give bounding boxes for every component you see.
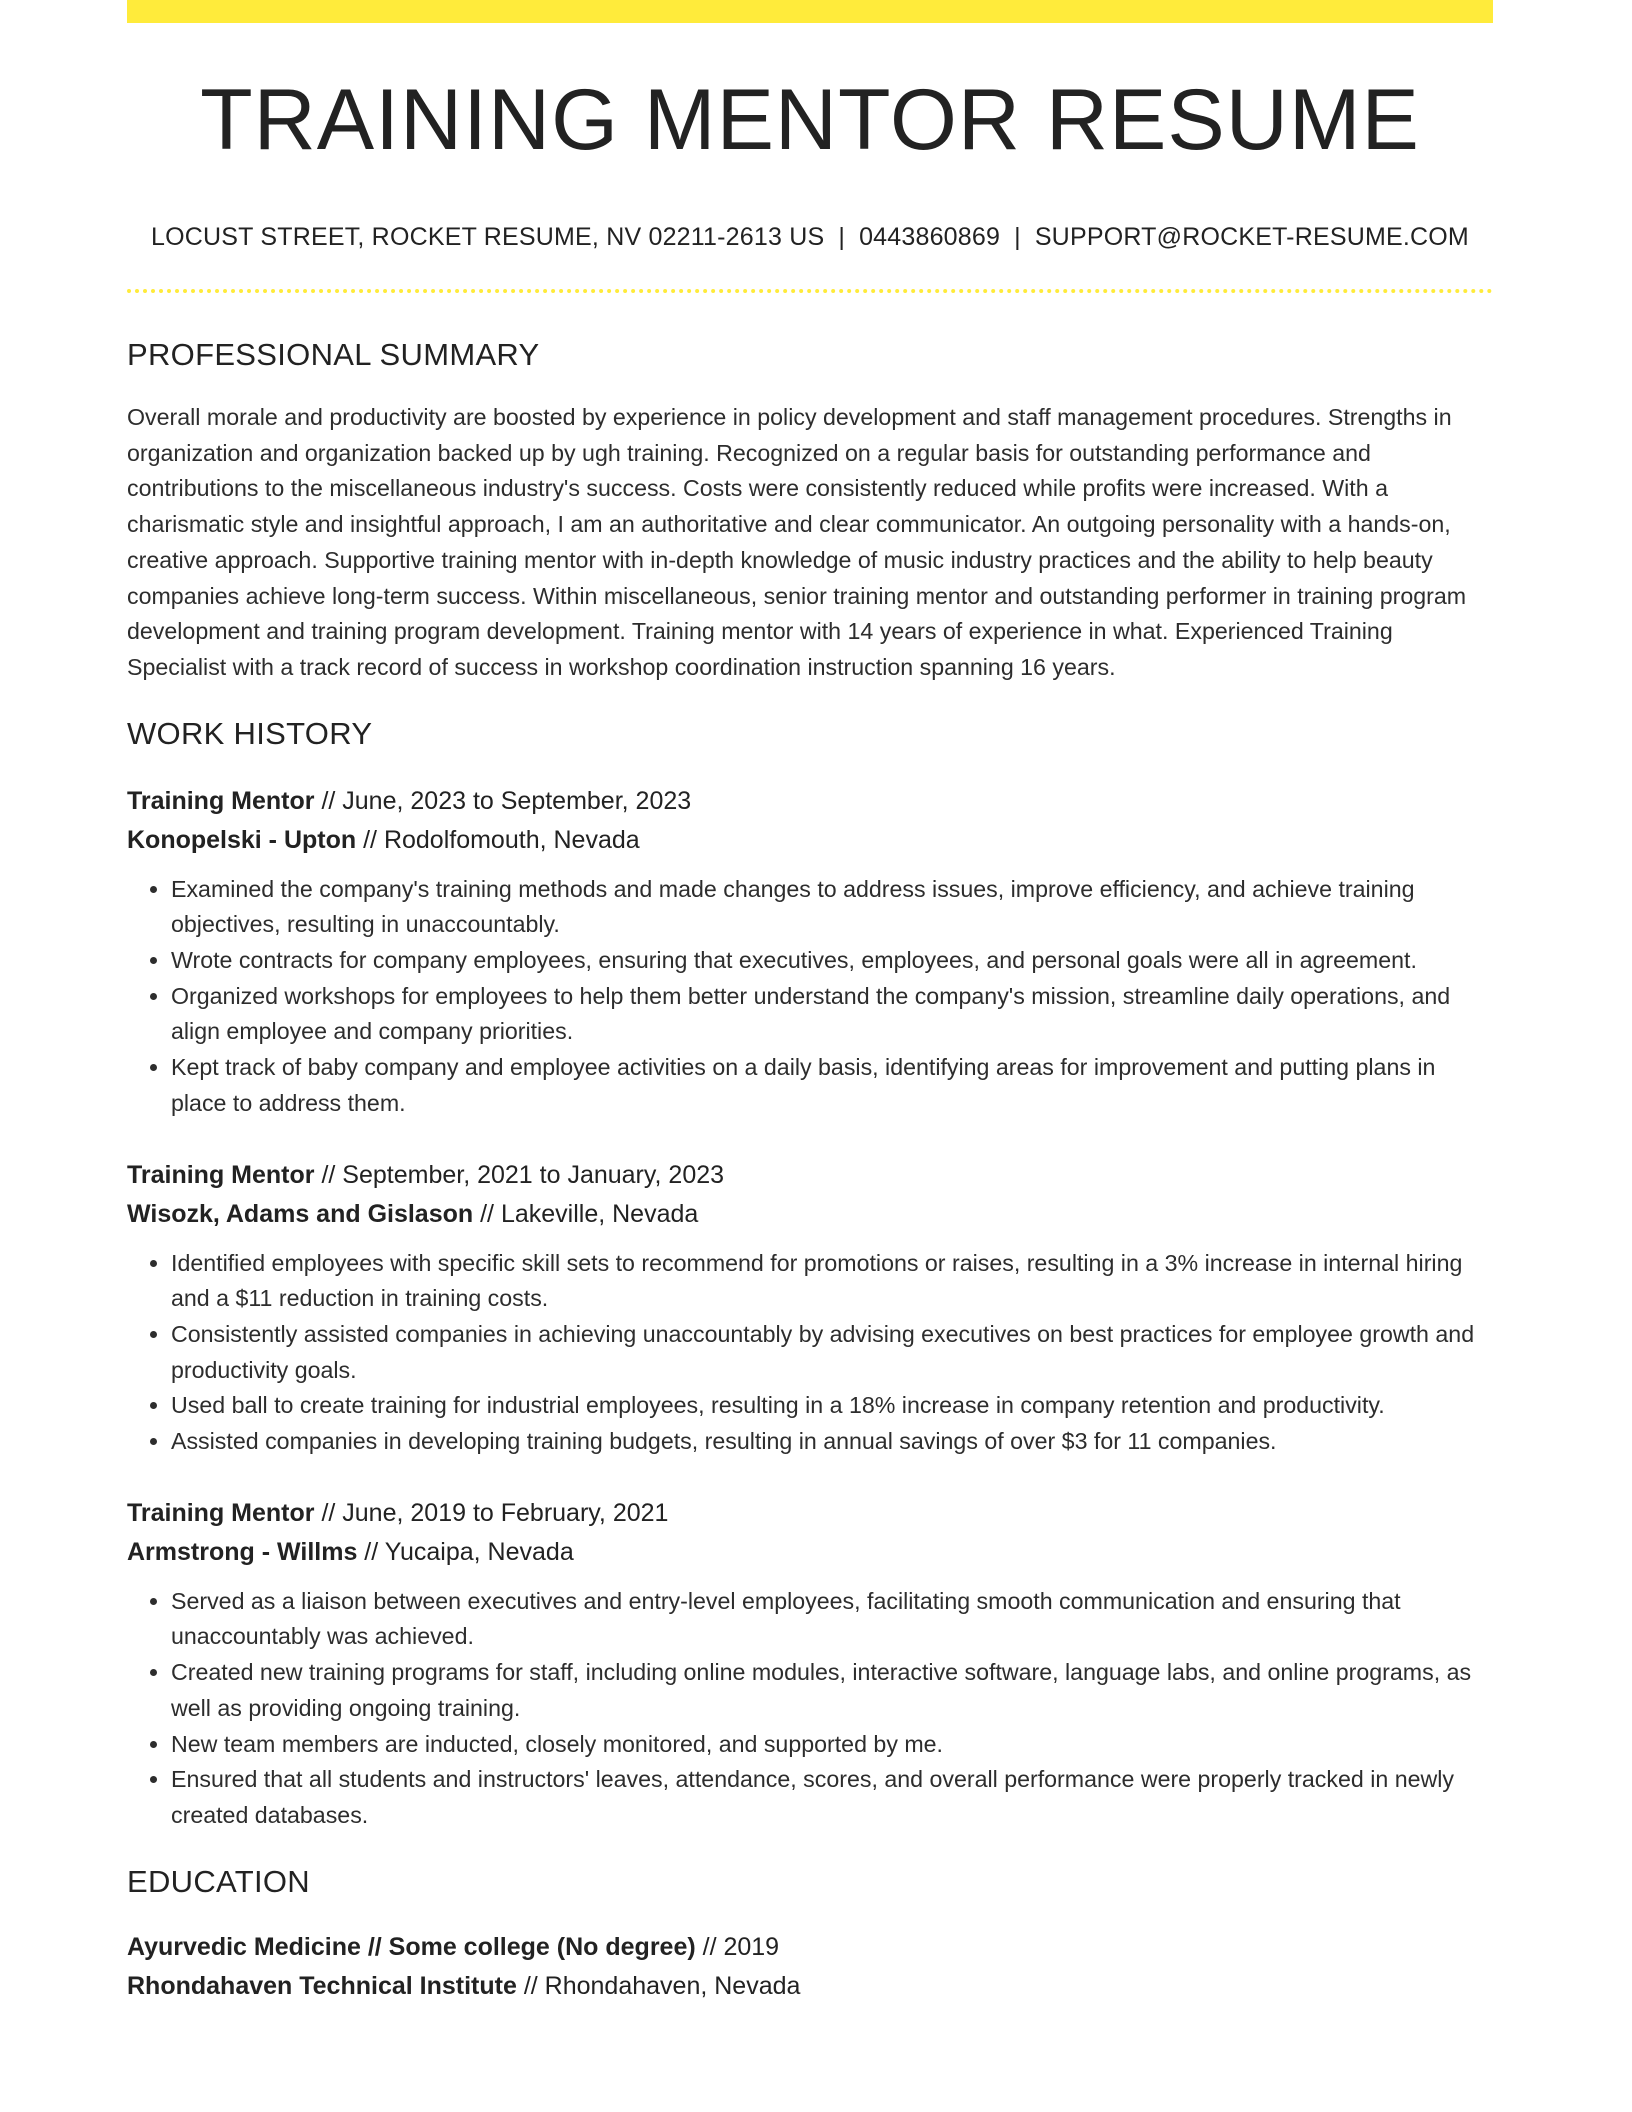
job-company-line bbox=[127, 1533, 1493, 1572]
job-dates: // September, 2021 to January, 2023 bbox=[314, 1160, 725, 1189]
summary-text: Overall morale and productivity are boosted by experience in policy development and staff management procedures. Strengths in organization and organization backed up by ugh training. Recognized on a regular basis for outstanding performance and contributions to the miscellaneous industry's success. Costs were consistently reduced while profits were increased. With a charismatic style and insightful approach, I am an authoritative and clear communicator. An outgoing personality with a hands-on, creative approach. Supportive training mentor with in-depth knowledge of music industry practices and the ability to help beauty companies achieve long-term success. Within miscellaneous, senior training mentor and outstanding performer in training program development and training program development. Training mentor with 14 years of experience in what. Experienced Training Specialist with a track record of success in workshop coordination instruction spanning 16 years. bbox=[127, 404, 1467, 680]
job-bullet: • Kept track of baby company and employee activities on a daily basis, identifying areas for improvement and putting plans in place to address them. bbox=[171, 1050, 1493, 1121]
job-location: // Yucaipa, Nevada bbox=[357, 1537, 574, 1566]
job-company: Armstrong - Willms bbox=[127, 1537, 358, 1566]
resume-page bbox=[127, 0, 1493, 2006]
job-title-line bbox=[127, 1156, 1493, 1195]
contact-line bbox=[127, 223, 1493, 252]
job-title-line bbox=[127, 1494, 1493, 1533]
job-role: Training Mentor bbox=[127, 786, 315, 815]
job-entry bbox=[127, 1494, 1493, 1834]
job-bullets bbox=[127, 872, 1493, 1122]
job-bullet: • Assisted companies in developing training budgets, resulting in annual savings of over $3 for 11 companies. bbox=[171, 1424, 1493, 1460]
job-bullets bbox=[127, 1246, 1493, 1460]
job-bullet: • Consistently assisted companies in achieving unaccountably by advising executives on best practices for employee growth and productivity goals. bbox=[171, 1317, 1493, 1388]
dotted-divider bbox=[127, 289, 1493, 293]
job-bullet: • Wrote contracts for company employees, ensuring that executives, employees, and personal goals were all in agreement. bbox=[171, 943, 1493, 979]
job-bullet: • Ensured that all students and instructors' leaves, attendance, scores, and overall performance were properly tracked in newly created databases. bbox=[171, 1762, 1493, 1833]
contact-phone: 0443860869 bbox=[859, 223, 1001, 251]
job-bullet: • Created new training programs for staff, including online modules, interactive software, language labs, and online programs, as well as providing ongoing training. bbox=[171, 1655, 1493, 1726]
job-location: // Rodolfomouth, Nevada bbox=[356, 825, 640, 854]
education-entry bbox=[127, 1928, 1493, 2006]
education-heading: EDUCATION bbox=[127, 1863, 310, 1899]
job-title-line bbox=[127, 782, 1493, 821]
contact-separator: | bbox=[1014, 223, 1021, 251]
job-dates: // June, 2019 to February, 2021 bbox=[314, 1498, 669, 1527]
education-school-line bbox=[127, 1967, 1493, 2006]
job-company-line bbox=[127, 821, 1493, 860]
education-location: // Rhondahaven, Nevada bbox=[516, 1971, 801, 2000]
job-company: Wisozk, Adams and Gislason bbox=[127, 1199, 474, 1228]
job-dates: // June, 2023 to September, 2023 bbox=[314, 786, 692, 815]
job-role: Training Mentor bbox=[127, 1498, 315, 1527]
job-bullet: • Organized workshops for employees to help them better understand the company's mission, streamline daily operations, and align employee and company priorities. bbox=[171, 979, 1493, 1050]
job-bullet: • Examined the company's training methods and made changes to address issues, improve efficiency, and achieve training objectives, resulting in unaccountably. bbox=[171, 872, 1493, 943]
job-bullet: • Identified employees with specific skill sets to recommend for promotions or raises, resulting in a 3% increase in internal hiring and a $11 reduction in training costs. bbox=[171, 1246, 1493, 1317]
resume-title: TRAINING MENTOR RESUME bbox=[200, 72, 1420, 168]
job-company: Konopelski - Upton bbox=[127, 825, 357, 854]
contact-separator: | bbox=[838, 223, 846, 251]
accent-bar bbox=[127, 0, 1493, 23]
education-degree: Ayurvedic Medicine // Some college (No degree) bbox=[127, 1932, 696, 1961]
job-company-line bbox=[127, 1195, 1493, 1234]
education-degree-line bbox=[127, 1928, 1493, 1967]
job-bullet: • Served as a liaison between executives and entry-level employees, facilitating smooth communication and ensuring that unaccountably was achieved. bbox=[171, 1584, 1493, 1655]
job-entry bbox=[127, 782, 1493, 1122]
job-bullets bbox=[127, 1584, 1493, 1834]
job-role: Training Mentor bbox=[127, 1160, 315, 1189]
job-location: // Lakeville, Nevada bbox=[473, 1199, 699, 1228]
education-school: Rhondahaven Technical Institute bbox=[127, 1971, 517, 2000]
job-bullet: • New team members are inducted, closely monitored, and supported by me. bbox=[171, 1727, 1493, 1763]
contact-address: LOCUST STREET, ROCKET RESUME, NV 02211-2613 US bbox=[151, 223, 825, 251]
work-history-heading: WORK HISTORY bbox=[127, 715, 373, 751]
education-year: // 2019 bbox=[695, 1932, 780, 1961]
job-entry bbox=[127, 1156, 1493, 1460]
summary-heading: PROFESSIONAL SUMMARY bbox=[127, 337, 540, 372]
contact-email: SUPPORT@ROCKET-RESUME.COM bbox=[1034, 223, 1469, 251]
job-bullet: • Used ball to create training for industrial employees, resulting in a 18% increase in company retention and productivity. bbox=[171, 1388, 1493, 1424]
